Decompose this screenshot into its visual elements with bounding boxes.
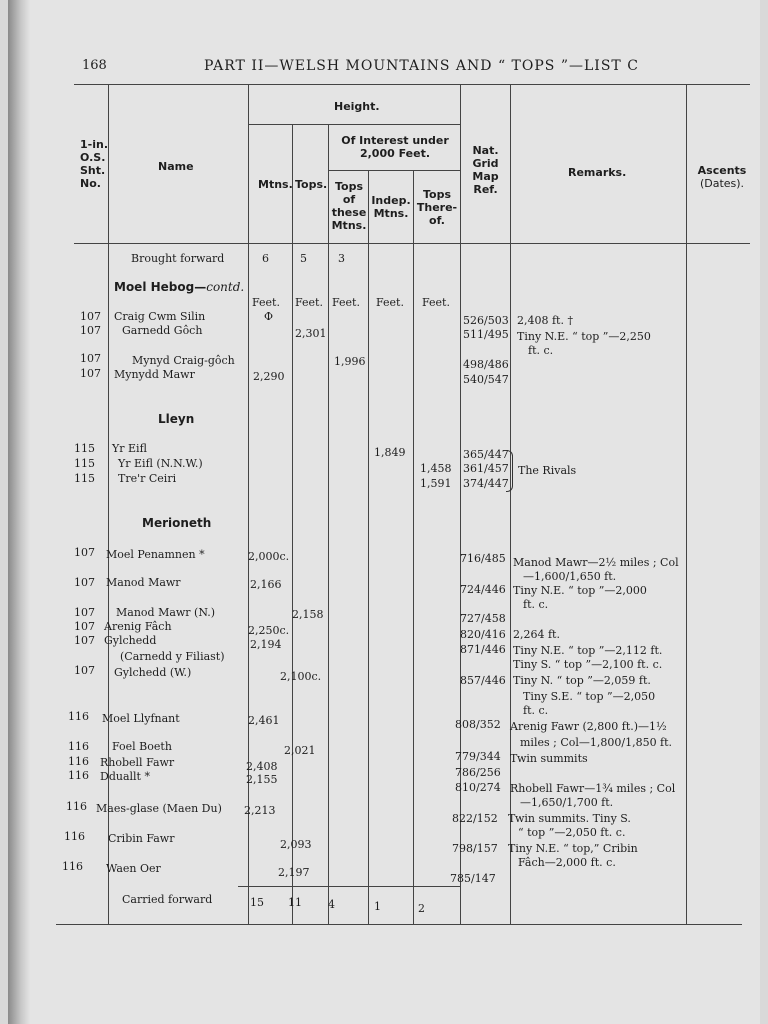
row-name: Moel Penamnen * bbox=[106, 548, 205, 561]
col-header-sheet: 1-in. O.S. Sht. No. bbox=[80, 138, 108, 190]
sheet-no: 107 bbox=[80, 352, 101, 365]
total-rule bbox=[238, 886, 460, 887]
section-lleyn: Lleyn bbox=[158, 412, 195, 426]
col-header-ascents: Ascents (Dates). bbox=[697, 164, 747, 190]
remarks: miles ; Col—1,800/1,850 ft. bbox=[520, 736, 673, 749]
grid-ref: 526/503 bbox=[463, 314, 509, 327]
bf-tops-of-these: 3 bbox=[338, 252, 345, 265]
remarks: 2,264 ft. bbox=[513, 628, 560, 641]
sheet-no: 116 bbox=[62, 860, 83, 873]
sheet-no: 116 bbox=[66, 800, 87, 813]
grid-ref: 820/416 bbox=[460, 628, 506, 641]
row-name: Arenig Fâch bbox=[104, 620, 172, 633]
section-moel-hebog: Moel Hebog—contd. bbox=[114, 280, 245, 294]
symbol-phi: Φ bbox=[264, 310, 274, 323]
grid-ref: 498/486 bbox=[463, 358, 509, 371]
remarks: Rhobell Fawr—1¾ miles ; Col bbox=[510, 782, 676, 795]
row-name: Dduallt * bbox=[100, 770, 150, 783]
remarks: Manod Mawr—2½ miles ; Col bbox=[513, 556, 679, 569]
sheet-no: 115 bbox=[74, 472, 95, 485]
sheet-no: 107 bbox=[74, 620, 95, 633]
sheet-no: 116 bbox=[68, 755, 89, 768]
col-header-of-interest: Of Interest under 2,000 Feet. bbox=[341, 134, 449, 160]
remarks: ft. c. bbox=[523, 704, 549, 717]
row-name: Yr Eifl (N.N.W.) bbox=[118, 457, 203, 470]
remarks: ft. c. bbox=[528, 344, 554, 357]
grid-ref: 785/147 bbox=[450, 872, 496, 885]
grid-ref: 724/446 bbox=[460, 583, 506, 596]
bf-mtns: 6 bbox=[262, 252, 269, 265]
col-header-mtns: Mtns. bbox=[258, 178, 293, 191]
remarks-the-rivals: The Rivals bbox=[518, 464, 577, 477]
row-name: Cribin Fawr bbox=[108, 832, 175, 845]
row-name: Waen Oer bbox=[106, 862, 161, 875]
col-header-grid-ref: Nat. Grid Map Ref. bbox=[472, 144, 499, 196]
interest-subrule bbox=[328, 170, 460, 171]
grid-ref: 727/458 bbox=[460, 612, 506, 625]
grid-ref: 822/152 bbox=[452, 812, 498, 825]
sheet-no: 107 bbox=[74, 634, 95, 647]
grid-ref: 716/485 bbox=[460, 552, 506, 565]
grid-ref: 511/495 bbox=[463, 328, 509, 341]
table-bottom-rule bbox=[56, 924, 742, 925]
remarks: Tiny N.E. “ top ”—2,000 bbox=[513, 584, 647, 597]
cf-tops-of-these: 4 bbox=[328, 898, 335, 911]
mtns-value: 2,213 bbox=[244, 804, 276, 817]
book-spine bbox=[8, 0, 30, 1024]
page-number: 168 bbox=[82, 58, 107, 73]
grid-ref: 808/352 bbox=[455, 718, 501, 731]
unit-feet: Feet. bbox=[252, 296, 280, 309]
remarks: Tiny S.E. “ top ”—2,050 bbox=[523, 690, 656, 703]
remarks: ft. c. bbox=[523, 598, 549, 611]
cf-mtns: 15 bbox=[250, 896, 264, 909]
carried-forward-label: Carried forward bbox=[122, 893, 213, 906]
col-header-remarks: Remarks. bbox=[568, 166, 627, 179]
grid-ref: 361/457 bbox=[463, 462, 509, 475]
col-header-tops: Tops. bbox=[295, 178, 328, 191]
remarks: Twin summits bbox=[510, 752, 588, 765]
height-subrule bbox=[248, 124, 460, 125]
col-rule bbox=[368, 170, 369, 924]
col-header-tops-of-these: Tops of these Mtns. bbox=[331, 180, 367, 232]
tops-thereof-value: 1,458 bbox=[420, 462, 452, 475]
mtns-value: 2,461 bbox=[248, 714, 280, 727]
col-rule bbox=[108, 84, 109, 924]
row-name: Yr Eifl bbox=[112, 442, 147, 455]
mtns-value: 2,194 bbox=[250, 638, 282, 651]
tops-thereof-value: 1,591 bbox=[420, 477, 452, 490]
remarks: Tiny N. “ top ”—2,059 ft. bbox=[513, 674, 651, 687]
unit-feet: Feet. bbox=[295, 296, 323, 309]
grid-ref: 871/446 bbox=[460, 643, 506, 656]
book-page bbox=[8, 0, 760, 1024]
col-header-indep: Indep. Mtns. bbox=[371, 194, 411, 220]
brought-forward-label: Brought forward bbox=[131, 252, 225, 265]
mtns-value: 2,408 bbox=[246, 760, 278, 773]
row-name: Gylchedd (W.) bbox=[114, 666, 192, 679]
remarks: —1,650/1,700 ft. bbox=[520, 796, 614, 809]
tops-value: 2,100c. bbox=[280, 670, 322, 683]
remarks: —1,600/1,650 ft. bbox=[523, 570, 617, 583]
mtns-value: 2,166 bbox=[250, 578, 282, 591]
col-rule bbox=[328, 124, 329, 924]
unit-feet: Feet. bbox=[332, 296, 360, 309]
grid-ref: 365/447 bbox=[463, 448, 509, 461]
mtns-value: 2,290 bbox=[253, 370, 285, 383]
tops-value: 2,158 bbox=[292, 608, 324, 621]
sheet-no: 116 bbox=[64, 830, 85, 843]
mtns-value: 2,155 bbox=[246, 773, 278, 786]
sheet-no: 107 bbox=[74, 664, 95, 677]
col-rule bbox=[248, 84, 249, 924]
sheet-no: 115 bbox=[74, 457, 95, 470]
row-name: Maes-glase (Maen Du) bbox=[96, 802, 222, 815]
row-name: Mynydd Mawr bbox=[114, 368, 195, 381]
col-header-name: Name bbox=[158, 160, 194, 173]
remarks: Arenig Fawr (2,800 ft.)—1½ bbox=[510, 720, 667, 733]
tops-value: 2,093 bbox=[280, 838, 312, 851]
remarks: Tiny N.E. “ top ”—2,112 ft. bbox=[513, 644, 663, 657]
page-title: PART II—WELSH MOUNTAINS AND “ TOPS ”—LIST C bbox=[204, 58, 639, 74]
row-name: Gylchedd bbox=[104, 634, 157, 647]
grid-ref: 810/274 bbox=[455, 781, 501, 794]
row-name: Moel Llyfnant bbox=[102, 712, 180, 725]
remarks: Tiny N.E. “ top,” Cribin bbox=[508, 842, 638, 855]
row-name: Garnedd Gôch bbox=[122, 324, 203, 337]
sheet-no: 107 bbox=[80, 310, 101, 323]
sheet-no: 107 bbox=[80, 324, 101, 337]
row-name: Tre'r Ceiri bbox=[118, 472, 177, 485]
unit-feet: Feet. bbox=[422, 296, 450, 309]
grid-ref: 786/256 bbox=[455, 766, 501, 779]
col-header-tops-thereof: Tops There- of. bbox=[416, 188, 458, 227]
mtns-value: 2,000c. bbox=[248, 550, 290, 563]
indep-value: 1,849 bbox=[374, 446, 406, 459]
mtns-value: 2,250c. bbox=[248, 624, 290, 637]
sheet-no: 115 bbox=[74, 442, 95, 455]
grid-ref: 857/446 bbox=[460, 674, 506, 687]
row-name: Foel Boeth bbox=[112, 740, 172, 753]
tops-value: 2,301 bbox=[295, 327, 327, 340]
row-name: Craig Cwm Silin bbox=[114, 310, 206, 323]
col-rule bbox=[686, 84, 687, 924]
row-name-sub: (Carnedd y Filiast) bbox=[120, 650, 225, 663]
sheet-no: 107 bbox=[74, 606, 95, 619]
remarks: Tiny N.E. “ top ”—2,250 bbox=[517, 330, 651, 343]
grid-ref: 779/344 bbox=[455, 750, 501, 763]
grid-ref: 798/157 bbox=[452, 842, 498, 855]
remarks: “ top ”—2,050 ft. c. bbox=[518, 826, 626, 839]
tops-of-these-value: 1,996 bbox=[334, 355, 366, 368]
unit-feet: Feet. bbox=[376, 296, 404, 309]
cf-indep: 1 bbox=[374, 900, 381, 913]
cf-tops: 11 bbox=[288, 896, 302, 909]
row-name: Manod Mawr (N.) bbox=[116, 606, 216, 619]
col-header-height: Height. bbox=[334, 100, 380, 113]
table-top-rule bbox=[74, 84, 750, 85]
section-merioneth: Merioneth bbox=[142, 516, 212, 530]
remarks: 2,408 ft. † bbox=[517, 314, 573, 327]
bf-tops: 5 bbox=[300, 252, 307, 265]
col-rule bbox=[460, 84, 461, 924]
sheet-no: 116 bbox=[68, 769, 89, 782]
tops-value: 2,197 bbox=[278, 866, 310, 879]
grid-ref: 374/447 bbox=[463, 477, 509, 490]
row-name: Manod Mawr bbox=[106, 576, 181, 589]
sheet-no: 116 bbox=[68, 740, 89, 753]
sheet-no: 116 bbox=[68, 710, 89, 723]
col-rule bbox=[292, 124, 293, 924]
remarks: Tiny S. “ top ”—2,100 ft. c. bbox=[513, 658, 663, 671]
row-name: Mynyd Craig-gôch bbox=[132, 354, 235, 367]
remarks: Twin summits. Tiny S. bbox=[508, 812, 631, 825]
remarks: Fâch—2,000 ft. c. bbox=[518, 856, 616, 869]
grid-ref: 540/547 bbox=[463, 373, 509, 386]
sheet-no: 107 bbox=[80, 367, 101, 380]
col-rule bbox=[510, 84, 511, 924]
header-bottom-rule bbox=[74, 243, 750, 244]
tops-value: 2,021 bbox=[284, 744, 316, 757]
cf-tops-thereof: 2 bbox=[418, 902, 425, 915]
sheet-no: 107 bbox=[74, 576, 95, 589]
sheet-no: 107 bbox=[74, 546, 95, 559]
row-name: Rhobell Fawr bbox=[100, 756, 175, 769]
brace bbox=[506, 450, 513, 492]
col-rule bbox=[413, 170, 414, 924]
